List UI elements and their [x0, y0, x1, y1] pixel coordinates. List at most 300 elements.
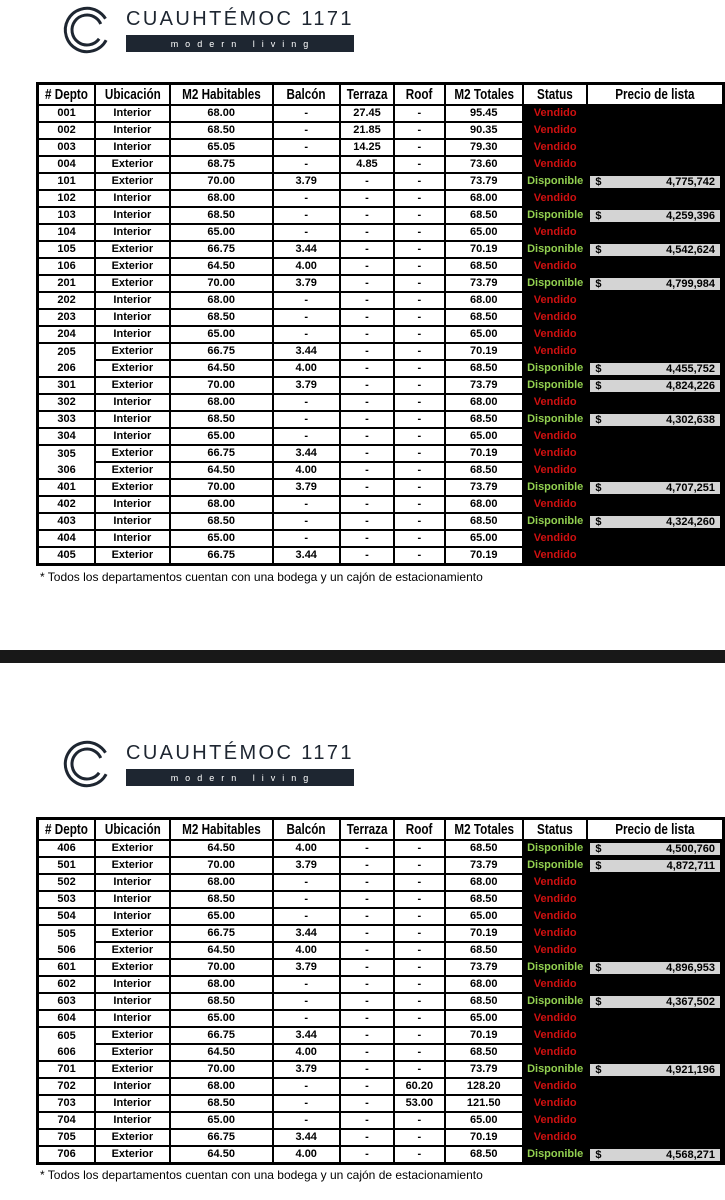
- cell-m2-totales: 65.00: [445, 908, 523, 925]
- footnote: * Todos los departamentos cuentan con una bodega y un cajón de estacionamiento: [40, 570, 483, 584]
- cell-terraza: -: [340, 513, 394, 530]
- cell-terraza: -: [340, 1095, 394, 1112]
- cell-ubicacion: Exterior: [95, 1044, 170, 1061]
- cell-depto: 203: [38, 309, 96, 326]
- cell-m2-totales: 128.20: [445, 1078, 523, 1095]
- cell-ubicacion: Exterior: [95, 840, 170, 857]
- cell-roof: -: [394, 1146, 444, 1164]
- table-row: [38, 173, 724, 190]
- table-header: [38, 819, 724, 841]
- cell-balcon: -: [273, 411, 340, 428]
- cell-m2-habitables: 70.00: [170, 275, 273, 292]
- cell-balcon: -: [273, 1078, 340, 1095]
- cell-depto: 301: [38, 377, 96, 394]
- cell-m2-habitables: 64.50: [170, 1146, 273, 1164]
- cell-precio: [587, 1146, 723, 1164]
- table-row: [38, 428, 724, 445]
- currency-symbol: $: [595, 995, 602, 1008]
- cell-depto: 505: [38, 925, 96, 942]
- price-box: [589, 995, 721, 1009]
- cell-status: Vendido: [523, 1078, 587, 1095]
- table-row: [38, 1010, 724, 1027]
- cell-m2-habitables: 66.75: [170, 241, 273, 258]
- brand-tagline: modern living: [126, 769, 354, 786]
- price-amount: 4,500,760: [666, 842, 715, 855]
- cell-ubicacion: Exterior: [95, 1129, 170, 1146]
- cell-m2-habitables: 64.50: [170, 360, 273, 377]
- cell-ubicacion: Interior: [95, 908, 170, 925]
- brand-tagline: modern living: [126, 35, 354, 52]
- cell-balcon: 3.44: [273, 547, 340, 565]
- cell-roof: -: [394, 105, 444, 122]
- cell-m2-habitables: 65.00: [170, 530, 273, 547]
- price-box: [589, 243, 721, 257]
- cell-m2-totales: 68.50: [445, 513, 523, 530]
- cell-balcon: -: [273, 326, 340, 343]
- price-amount: 4,324,260: [666, 515, 715, 528]
- cell-status: Vendido: [523, 139, 587, 156]
- cell-depto: 604: [38, 1010, 96, 1027]
- table-row: [38, 976, 724, 993]
- table-row: [38, 993, 724, 1010]
- column-header-3: Balcón: [273, 819, 340, 841]
- cell-balcon: 3.44: [273, 445, 340, 462]
- cell-balcon: -: [273, 1095, 340, 1112]
- cell-m2-habitables: 66.75: [170, 1129, 273, 1146]
- cell-balcon: 3.79: [273, 1061, 340, 1078]
- cell-balcon: -: [273, 156, 340, 173]
- cell-m2-totales: 65.00: [445, 1112, 523, 1129]
- cell-ubicacion: Interior: [95, 1010, 170, 1027]
- cell-m2-habitables: 68.00: [170, 292, 273, 309]
- price-box: [589, 859, 721, 873]
- cell-precio: [587, 122, 723, 139]
- cell-terraza: -: [340, 479, 394, 496]
- cell-roof: -: [394, 496, 444, 513]
- cell-depto: 601: [38, 959, 96, 976]
- cell-balcon: -: [273, 190, 340, 207]
- cell-terraza: 4.85: [340, 156, 394, 173]
- cell-m2-totales: 95.45: [445, 105, 523, 122]
- column-header-0: # Depto: [38, 84, 96, 106]
- cell-precio: [587, 139, 723, 156]
- table-row: [38, 547, 724, 565]
- table-row: [38, 139, 724, 156]
- cell-m2-totales: 68.50: [445, 360, 523, 377]
- cell-m2-habitables: 68.00: [170, 874, 273, 891]
- cell-precio: [587, 908, 723, 925]
- brand-text-block: [126, 8, 354, 52]
- cell-m2-totales: 68.50: [445, 309, 523, 326]
- cell-terraza: 21.85: [340, 122, 394, 139]
- cell-m2-totales: 68.50: [445, 258, 523, 275]
- cell-roof: -: [394, 428, 444, 445]
- cell-m2-habitables: 65.00: [170, 224, 273, 241]
- cell-m2-habitables: 65.00: [170, 1010, 273, 1027]
- price-amount: 4,896,953: [666, 961, 715, 974]
- cell-status: Vendido: [523, 1010, 587, 1027]
- cell-terraza: -: [340, 1010, 394, 1027]
- cell-roof: -: [394, 360, 444, 377]
- cell-m2-totales: 68.00: [445, 496, 523, 513]
- cell-roof: -: [394, 942, 444, 959]
- cell-depto: 704: [38, 1112, 96, 1129]
- cell-m2-totales: 70.19: [445, 343, 523, 360]
- table-row: [38, 462, 724, 479]
- price-box: [589, 277, 721, 291]
- cell-status: Disponible: [523, 840, 587, 857]
- cell-status: Vendido: [523, 530, 587, 547]
- cell-depto: 001: [38, 105, 96, 122]
- table-row: [38, 1129, 724, 1146]
- price-amount: 4,302,638: [666, 413, 715, 426]
- cell-depto: 304: [38, 428, 96, 445]
- cell-terraza: -: [340, 942, 394, 959]
- cell-roof: -: [394, 840, 444, 857]
- table-row: [38, 1027, 724, 1044]
- cell-status: Vendido: [523, 1112, 587, 1129]
- cell-roof: -: [394, 1044, 444, 1061]
- cell-balcon: 3.79: [273, 479, 340, 496]
- cell-m2-totales: 65.00: [445, 326, 523, 343]
- cell-m2-habitables: 65.00: [170, 908, 273, 925]
- cell-depto: 401: [38, 479, 96, 496]
- cell-balcon: -: [273, 496, 340, 513]
- cell-precio: [587, 1061, 723, 1078]
- table-row: [38, 122, 724, 139]
- cell-precio: [587, 258, 723, 275]
- cell-roof: -: [394, 959, 444, 976]
- cell-precio: [587, 292, 723, 309]
- cell-m2-totales: 68.00: [445, 292, 523, 309]
- price-amount: 4,568,271: [666, 1148, 715, 1161]
- cell-balcon: 4.00: [273, 1146, 340, 1164]
- cell-depto: 501: [38, 857, 96, 874]
- cell-m2-totales: 70.19: [445, 1129, 523, 1146]
- cell-ubicacion: Interior: [95, 411, 170, 428]
- table-body: [38, 105, 724, 565]
- price-box: [589, 1063, 721, 1077]
- cell-m2-habitables: 66.75: [170, 445, 273, 462]
- cell-precio: [587, 1010, 723, 1027]
- cell-status: Vendido: [523, 156, 587, 173]
- cell-m2-habitables: 68.50: [170, 309, 273, 326]
- cell-precio: [587, 479, 723, 496]
- cell-precio: [587, 513, 723, 530]
- cell-precio: [587, 241, 723, 258]
- cell-m2-habitables: 68.50: [170, 207, 273, 224]
- column-header-8: Precio de lista: [587, 819, 723, 841]
- table-row: [38, 326, 724, 343]
- cell-precio: [587, 190, 723, 207]
- cell-depto: 705: [38, 1129, 96, 1146]
- cell-m2-habitables: 65.00: [170, 1112, 273, 1129]
- cell-terraza: -: [340, 241, 394, 258]
- cell-depto: 606: [38, 1044, 96, 1061]
- header-row: [38, 819, 724, 841]
- cell-roof: -: [394, 122, 444, 139]
- cell-precio: [587, 275, 723, 292]
- cell-m2-habitables: 70.00: [170, 857, 273, 874]
- table-row: [38, 840, 724, 857]
- cell-m2-habitables: 68.50: [170, 411, 273, 428]
- price-amount: 4,455,752: [666, 362, 715, 375]
- table-row: [38, 360, 724, 377]
- cell-balcon: 3.44: [273, 1129, 340, 1146]
- column-header-6: M2 Totales: [445, 819, 523, 841]
- column-header-7: Status: [523, 819, 587, 841]
- brand-c-mark-icon: [62, 5, 112, 55]
- cell-m2-totales: 70.19: [445, 547, 523, 565]
- cell-balcon: 4.00: [273, 462, 340, 479]
- cell-roof: -: [394, 309, 444, 326]
- cell-precio: [587, 925, 723, 942]
- cell-ubicacion: Exterior: [95, 857, 170, 874]
- cell-roof: -: [394, 513, 444, 530]
- cell-precio: [587, 394, 723, 411]
- cell-terraza: -: [340, 326, 394, 343]
- cell-precio: [587, 1112, 723, 1129]
- cell-depto: 703: [38, 1095, 96, 1112]
- cell-status: Disponible: [523, 1146, 587, 1164]
- cell-terraza: -: [340, 462, 394, 479]
- cell-roof: -: [394, 976, 444, 993]
- cell-m2-habitables: 70.00: [170, 173, 273, 190]
- cell-roof: -: [394, 908, 444, 925]
- cell-roof: -: [394, 292, 444, 309]
- cell-depto: 702: [38, 1078, 96, 1095]
- cell-balcon: 4.00: [273, 942, 340, 959]
- cell-m2-totales: 73.79: [445, 377, 523, 394]
- table-body: [38, 840, 724, 1164]
- cell-precio: [587, 530, 723, 547]
- cell-m2-totales: 68.50: [445, 1146, 523, 1164]
- cell-status: Disponible: [523, 241, 587, 258]
- table-row: [38, 513, 724, 530]
- cell-precio: [587, 1095, 723, 1112]
- table-row: [38, 292, 724, 309]
- cell-status: Disponible: [523, 1061, 587, 1078]
- cell-m2-totales: 68.50: [445, 891, 523, 908]
- cell-ubicacion: Interior: [95, 1095, 170, 1112]
- cell-ubicacion: Interior: [95, 190, 170, 207]
- cell-roof: -: [394, 207, 444, 224]
- cell-precio: [587, 445, 723, 462]
- cell-terraza: -: [340, 207, 394, 224]
- cell-m2-habitables: 70.00: [170, 479, 273, 496]
- cell-roof: -: [394, 343, 444, 360]
- cell-precio: [587, 959, 723, 976]
- cell-depto: 101: [38, 173, 96, 190]
- cell-m2-totales: 68.50: [445, 1044, 523, 1061]
- cell-roof: -: [394, 190, 444, 207]
- cell-roof: -: [394, 1010, 444, 1027]
- price-amount: 4,775,742: [666, 175, 715, 188]
- cell-ubicacion: Interior: [95, 139, 170, 156]
- cell-depto: 504: [38, 908, 96, 925]
- column-header-3: Balcón: [273, 84, 340, 106]
- column-header-1: Ubicación: [95, 819, 170, 841]
- cell-precio: [587, 156, 723, 173]
- table-row: [38, 908, 724, 925]
- cell-depto: 403: [38, 513, 96, 530]
- cell-ubicacion: Interior: [95, 309, 170, 326]
- cell-balcon: -: [273, 1010, 340, 1027]
- column-header-5: Roof: [394, 819, 444, 841]
- table-row: [38, 343, 724, 360]
- column-header-2: M2 Habitables: [170, 84, 273, 106]
- table-row: [38, 394, 724, 411]
- table-row: [38, 479, 724, 496]
- cell-balcon: -: [273, 105, 340, 122]
- cell-m2-totales: 73.79: [445, 479, 523, 496]
- price-amount: 4,259,396: [666, 209, 715, 222]
- brand-logo: [62, 739, 354, 789]
- cell-depto: 404: [38, 530, 96, 547]
- column-header-6: M2 Totales: [445, 84, 523, 106]
- table-row: [38, 445, 724, 462]
- cell-roof: -: [394, 173, 444, 190]
- price-box: [589, 481, 721, 495]
- brand-logo: [62, 5, 354, 55]
- cell-precio: [587, 857, 723, 874]
- cell-balcon: -: [273, 874, 340, 891]
- column-header-1: Ubicación: [95, 84, 170, 106]
- cell-ubicacion: Interior: [95, 122, 170, 139]
- cell-m2-habitables: 68.50: [170, 891, 273, 908]
- cell-roof: -: [394, 258, 444, 275]
- cell-m2-totales: 65.00: [445, 224, 523, 241]
- cell-m2-habitables: 68.00: [170, 105, 273, 122]
- cell-terraza: -: [340, 258, 394, 275]
- cell-terraza: -: [340, 173, 394, 190]
- cell-roof: -: [394, 156, 444, 173]
- cell-ubicacion: Interior: [95, 993, 170, 1010]
- cell-terraza: -: [340, 360, 394, 377]
- cell-m2-totales: 68.00: [445, 976, 523, 993]
- cell-status: Vendido: [523, 292, 587, 309]
- cell-status: Vendido: [523, 891, 587, 908]
- cell-roof: -: [394, 857, 444, 874]
- cell-balcon: -: [273, 122, 340, 139]
- cell-m2-habitables: 70.00: [170, 1061, 273, 1078]
- cell-ubicacion: Interior: [95, 292, 170, 309]
- cell-ubicacion: Interior: [95, 976, 170, 993]
- cell-m2-habitables: 68.50: [170, 993, 273, 1010]
- cell-depto: 106: [38, 258, 96, 275]
- table-row: [38, 207, 724, 224]
- cell-roof: -: [394, 479, 444, 496]
- cell-terraza: -: [340, 1078, 394, 1095]
- cell-ubicacion: Interior: [95, 207, 170, 224]
- cell-roof: 60.20: [394, 1078, 444, 1095]
- cell-m2-habitables: 68.75: [170, 156, 273, 173]
- table-row: [38, 1146, 724, 1164]
- cell-depto: 206: [38, 360, 96, 377]
- cell-m2-totales: 73.79: [445, 275, 523, 292]
- cell-status: Disponible: [523, 479, 587, 496]
- cell-m2-totales: 68.50: [445, 462, 523, 479]
- cell-precio: [587, 1078, 723, 1095]
- cell-precio: [587, 840, 723, 857]
- cell-ubicacion: Interior: [95, 105, 170, 122]
- cell-status: Vendido: [523, 942, 587, 959]
- cell-m2-habitables: 68.00: [170, 976, 273, 993]
- header-row: [38, 84, 724, 106]
- table-row: [38, 411, 724, 428]
- price-table-floors-001-405: [36, 82, 725, 566]
- cell-ubicacion: Interior: [95, 496, 170, 513]
- table-row: [38, 156, 724, 173]
- cell-balcon: -: [273, 1112, 340, 1129]
- cell-roof: -: [394, 547, 444, 565]
- cell-status: Disponible: [523, 993, 587, 1010]
- brand-text-block: [126, 742, 354, 786]
- cell-depto: 201: [38, 275, 96, 292]
- cell-balcon: -: [273, 993, 340, 1010]
- cell-status: Vendido: [523, 462, 587, 479]
- cell-precio: [587, 547, 723, 565]
- cell-precio: [587, 1044, 723, 1061]
- column-header-2: M2 Habitables: [170, 819, 273, 841]
- price-amount: 4,872,711: [666, 859, 715, 872]
- cell-status: Vendido: [523, 326, 587, 343]
- cell-ubicacion: Interior: [95, 1078, 170, 1095]
- cell-terraza: -: [340, 891, 394, 908]
- cell-depto: 104: [38, 224, 96, 241]
- cell-depto: 004: [38, 156, 96, 173]
- price-box: [589, 362, 721, 376]
- cell-precio: [587, 496, 723, 513]
- price-amount: 4,799,984: [666, 277, 715, 290]
- cell-ubicacion: Exterior: [95, 959, 170, 976]
- cell-status: Vendido: [523, 1129, 587, 1146]
- cell-depto: 603: [38, 993, 96, 1010]
- table-row: [38, 942, 724, 959]
- currency-symbol: $: [595, 379, 602, 392]
- cell-m2-habitables: 70.00: [170, 377, 273, 394]
- cell-depto: 701: [38, 1061, 96, 1078]
- cell-depto: 506: [38, 942, 96, 959]
- cell-ubicacion: Exterior: [95, 547, 170, 565]
- cell-roof: -: [394, 993, 444, 1010]
- cell-ubicacion: Exterior: [95, 241, 170, 258]
- price-box: [589, 1148, 721, 1162]
- cell-precio: [587, 976, 723, 993]
- table-row: [38, 857, 724, 874]
- cell-roof: -: [394, 394, 444, 411]
- table-row: [38, 377, 724, 394]
- cell-depto: 205: [38, 343, 96, 360]
- cell-depto: 502: [38, 874, 96, 891]
- cell-precio: [587, 343, 723, 360]
- cell-depto: 406: [38, 840, 96, 857]
- cell-precio: [587, 173, 723, 190]
- cell-ubicacion: Exterior: [95, 925, 170, 942]
- cell-depto: 605: [38, 1027, 96, 1044]
- price-box: [589, 842, 721, 856]
- cell-terraza: -: [340, 976, 394, 993]
- cell-precio: [587, 428, 723, 445]
- price-box: [589, 413, 721, 427]
- cell-ubicacion: Exterior: [95, 258, 170, 275]
- cell-precio: [587, 105, 723, 122]
- cell-terraza: -: [340, 445, 394, 462]
- cell-roof: -: [394, 326, 444, 343]
- column-header-0: # Depto: [38, 819, 96, 841]
- cell-m2-totales: 68.00: [445, 874, 523, 891]
- cell-roof: -: [394, 139, 444, 156]
